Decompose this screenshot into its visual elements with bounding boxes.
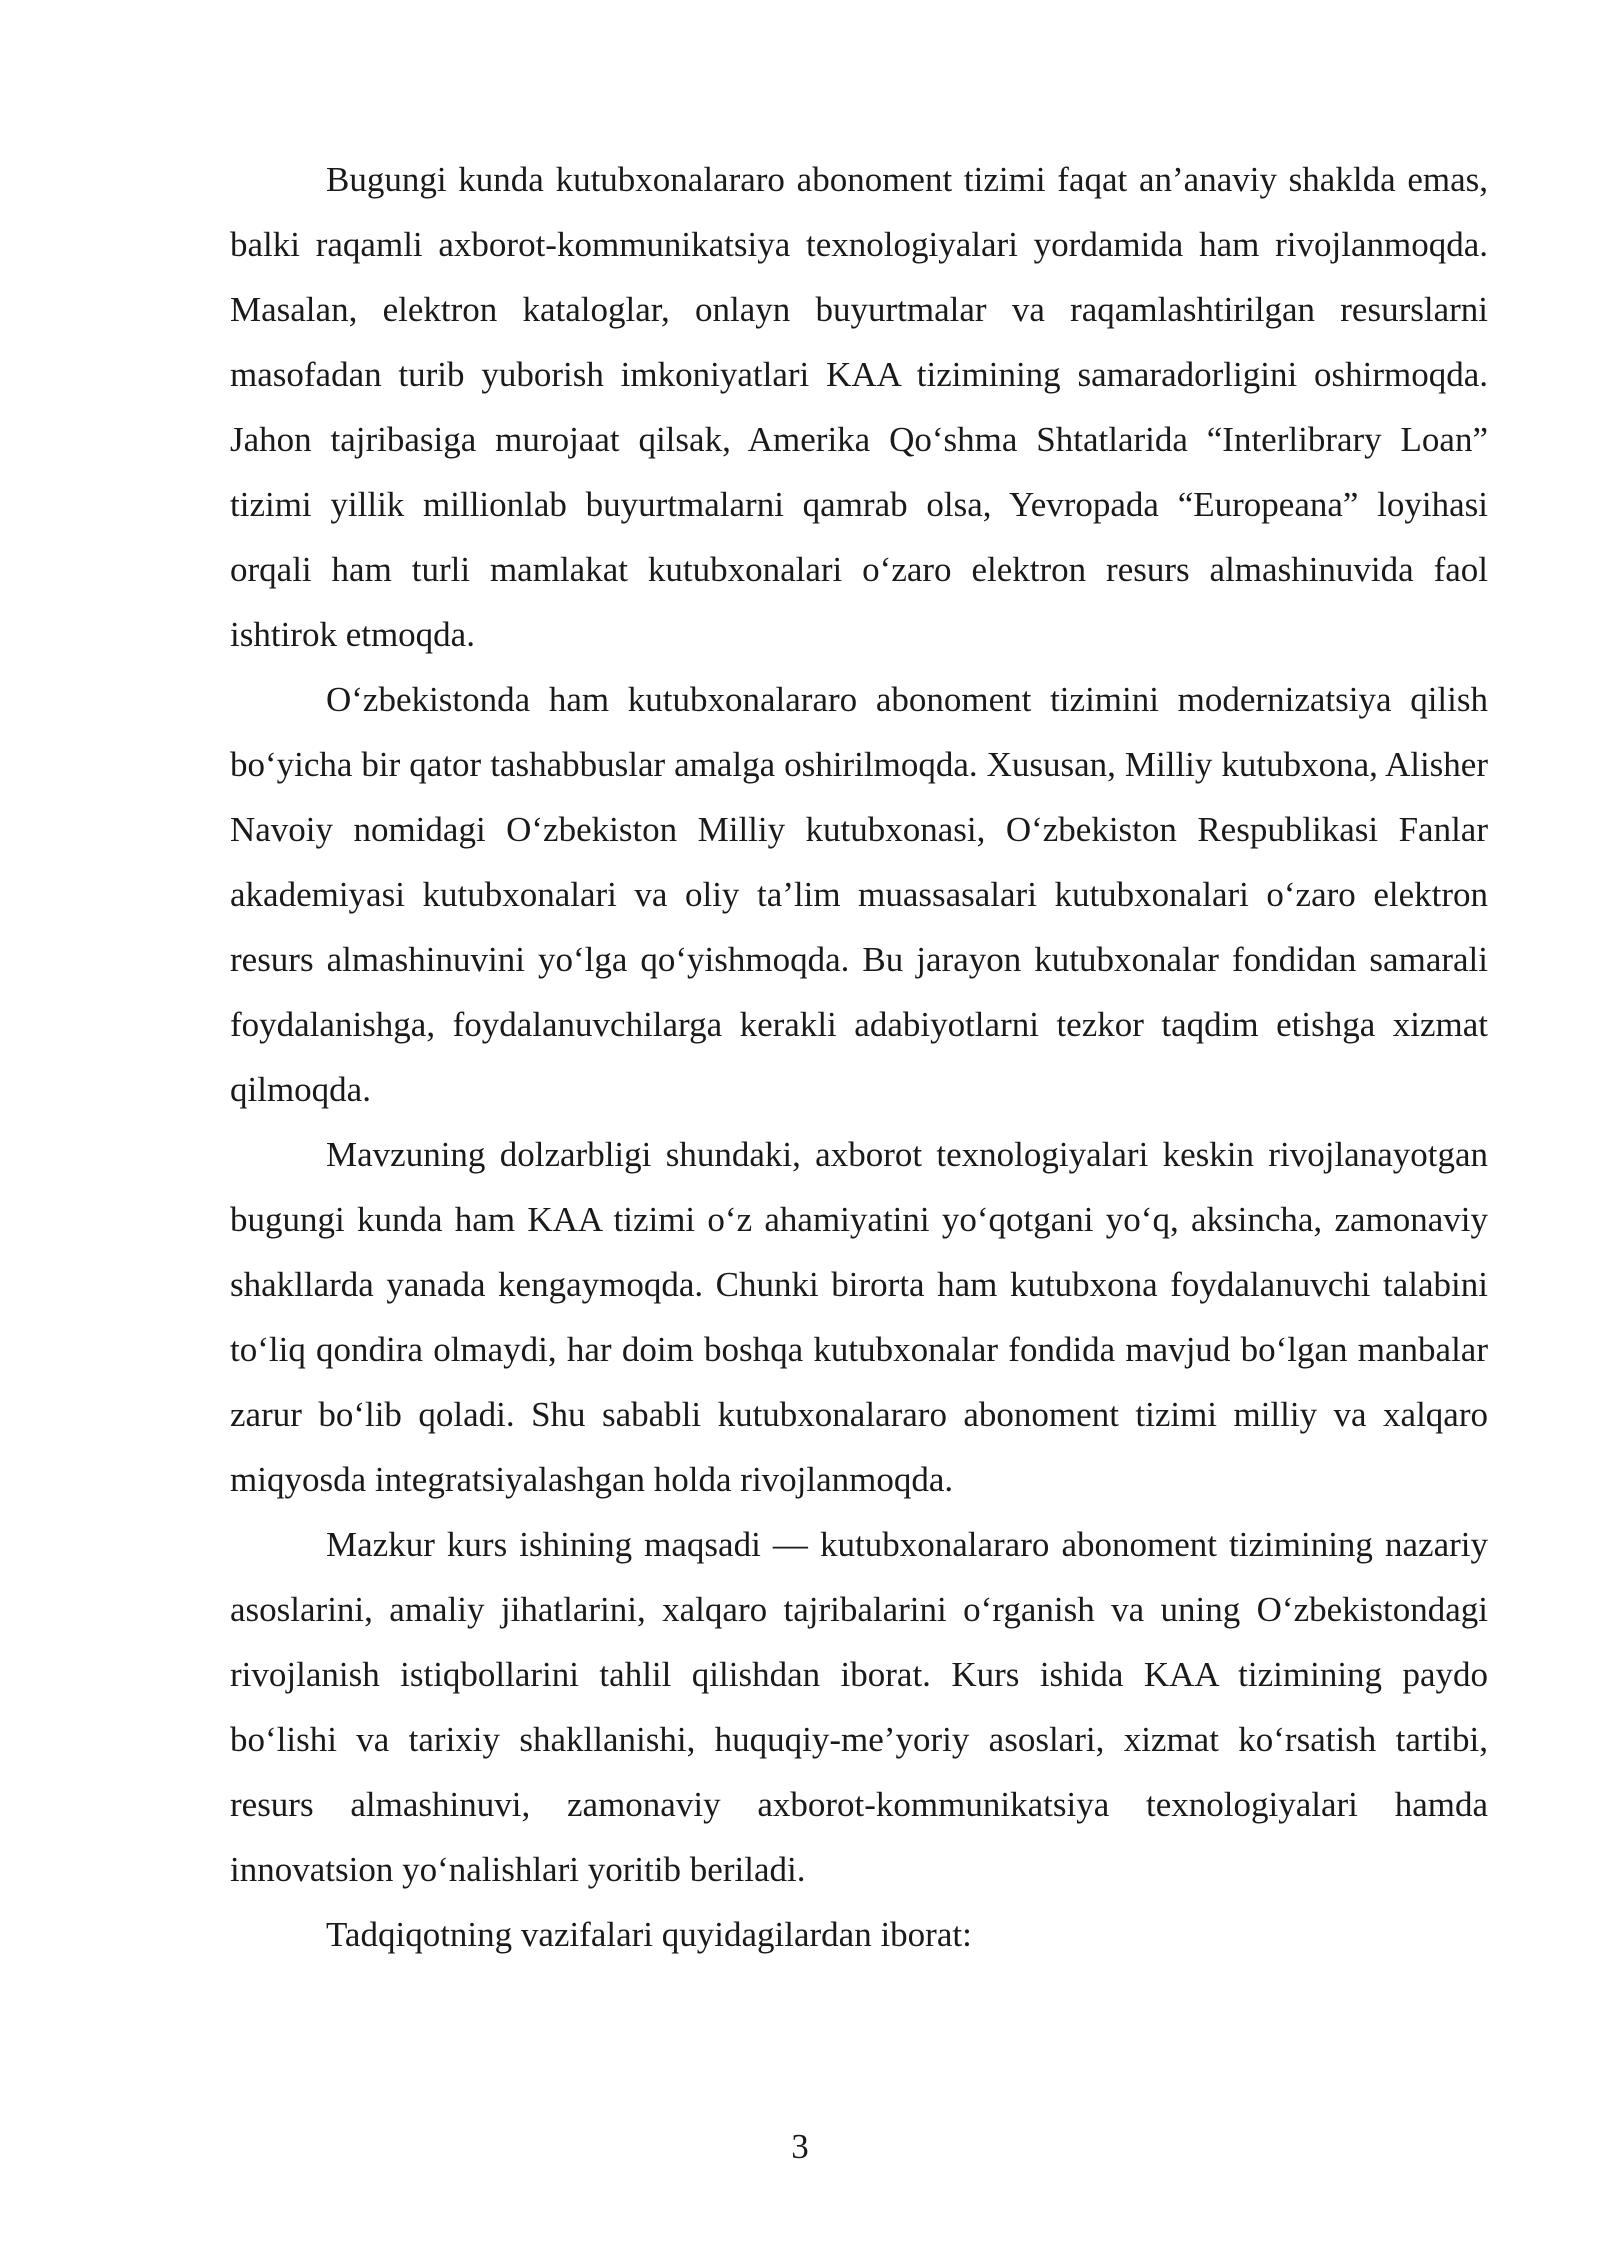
paragraph-4: Mazkur kurs ishining maqsadi — kutubxonalararo abonoment tizimining nazariy asoslarini, amaliy jihatlarini, xalqaro tajribalarini o‘rganish va uning O‘zbekistondagi rivojlanish istiqbollarini tahlil qilishdan iborat. Kurs ishida KAA tizimining paydo bo‘lishi va tarixiy shakllanishi, huquqiy-me’yoriy asoslari, xizmat ko‘rsatish tartibi, resurs almashinuvi, zamonaviy axborot-kommunikatsiya texnologiyalari hamda innovatsion yo‘nalishlari yoritib beriladi. bbox=[230, 1525, 1488, 1889]
paragraph-3: Mavzuning dolzarbligi shundaki, axborot texnologiyalari keskin rivojlanayotgan bugungi kunda ham KAA tizimi o‘z ahamiyatini yo‘qotgani yo‘q, aksincha, zamonaviy shakllarda yanada kengaymoqda. Chunki birorta ham kutubxona foydalanuvchi talabini to‘liq qondira olmaydi, har doim boshqa kutubxonalar fondida mavjud bo‘lgan manbalar zarur bo‘lib qoladi. Shu sababli kutubxonalararo abonoment tizimi milliy va xalqaro miqyosda integratsiyalashgan holda rivojlanmoqda. bbox=[230, 1135, 1488, 1499]
paragraph-2: O‘zbekistonda ham kutubxonalararo abonoment tizimini modernizatsiya qilish bo‘yicha bir qator tashabbuslar amalga oshirilmoqda. Xususan, Milliy kutubxona, Alisher Navoiy nomidagi O‘zbekiston Milliy kutubxonasi, O‘zbekiston Respublikasi Fanlar akademiyasi kutubxonalari va oliy ta’lim muassasalari kutubxonalari o‘zaro elektron resurs almashinuvini yo‘lga qo‘yishmoqda. Bu jarayon kutubxonalar fondidan samarali foydalanishga, foydalanuvchilarga kerakli adabiyotlarni tezkor taqdim etishga xizmat qilmoqda. bbox=[230, 680, 1488, 1109]
page-number: 3 bbox=[791, 2127, 809, 2166]
paragraph-1: Bugungi kunda kutubxonalararo abonoment tizimi faqat an’anaviy shaklda emas, balki raqamli axborot-kommunikatsiya texnologiyalari yordamida ham rivojlanmoqda. Masalan, elektron kataloglar, onlayn buyurtmalar va raqamlashtirilgan resurslarni masofadan turib yuborish imkoniyatlari KAA tizimining samaradorligini oshirmoqda. Jahon tajribasiga murojaat qilsak, Amerika Qo‘shma Shtatlarida “Interlibrary Loan” tizimi yillik millionlab buyurtmalarni qamrab olsa, Yevropada “Europeana” loyihasi orqali ham turli mamlakat kutubxonalari o‘zaro elektron resurs almashinuvida faol ishtirok etmoqda. bbox=[230, 160, 1488, 654]
document-body bbox=[230, 147, 1488, 1967]
paragraph-5: Tadqiqotning vazifalari quyidagilardan iborat: bbox=[326, 1915, 972, 1954]
